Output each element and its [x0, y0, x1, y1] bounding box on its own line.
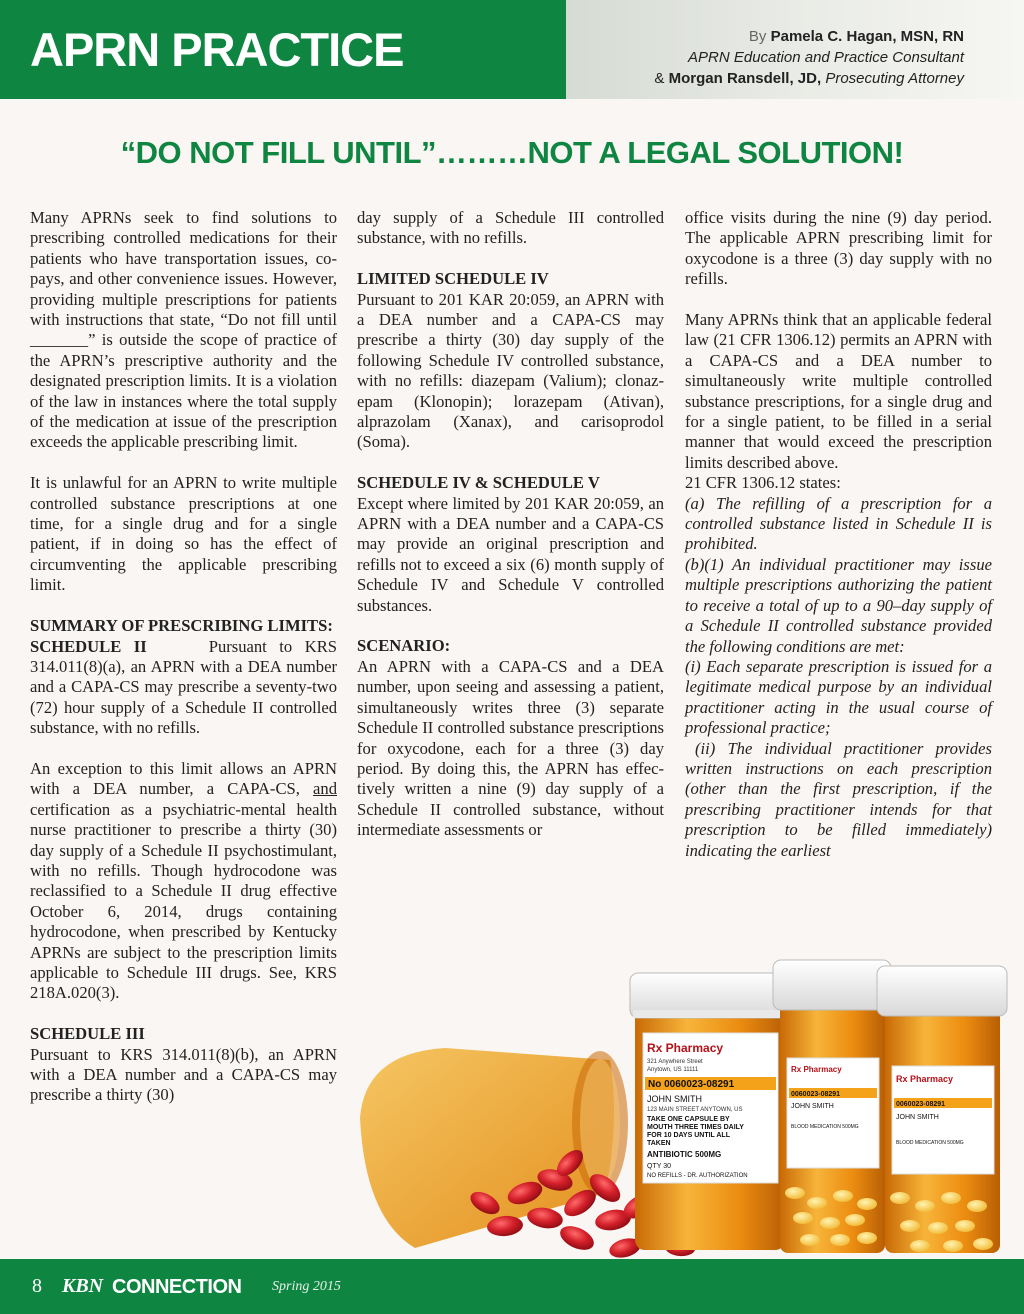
author-2-name: Morgan Ransdell, JD,	[668, 70, 822, 87]
exception-text-a: An exception to this limit allows an APRN with a DEA number, a CAPA-CS,	[30, 758, 337, 799]
byline-by: By	[748, 28, 767, 45]
section-title: APRN PRACTICE	[30, 23, 404, 76]
paragraph-exception	[30, 759, 337, 1004]
paragraph-scenario: An APRN with a CAPA-CS and a DEA number, upon seeing and assessing a patient, simultaneously writes three (3) separate Schedule II controlled substance prescriptions for oxycodone, each for a three (3) day period. By doing this, the APRN has effectively written a nine (9) day supply of a Schedule II controlled substance, without intermediate assessments or	[357, 656, 664, 840]
label-small-name-1: JOHN SMITH	[791, 1103, 834, 1110]
prescription-bottle-middle	[773, 960, 891, 1253]
label-small-rx-1: 0060023-08291	[791, 1091, 841, 1098]
quote-written-instructions: (ii) The individual practitioner provides written instructions on each prescription (other than the first prescription, if the prescribing practitioner intends for that prescription to be filled immediately) indicating the earliest	[685, 738, 992, 860]
prescription-bottle-large	[630, 973, 790, 1250]
label-address-1: 321 Anywhere Street	[647, 1059, 703, 1065]
paragraph-limited-schedule-4: Pursuant to 201 KAR 20:059, an APRN with a DEA number and a CAPA-CS may prescribe a thirty (30) day supply of the following Schedule IV controlled substance, with no refills: diazepam (Valium); clonazepam (Klonopin); lorazepam (Ativan), alprazolam (Xanax), and carisoprodol (Soma).	[357, 289, 664, 452]
label-instruction-4: TAKEN	[647, 1140, 671, 1147]
header-byline-panel	[566, 0, 1024, 99]
label-instruction-1: TAKE ONE CAPSULE BY	[647, 1116, 730, 1123]
quote-refilling: (a) The refilling of a prescription for a controlled substance listed in Schedule II is prohibited.	[685, 493, 992, 554]
author-1-name: Pamela C. Hagan, MSN, RN	[770, 28, 964, 45]
paragraph-schedule-3: Pursuant to KRS 314.011(8)(b), an APRN with a DEA number and a CAPA-CS may prescribe a thirty (30)	[30, 1044, 337, 1105]
exception-and-underlined: and	[313, 779, 337, 799]
label-instruction-3: FOR 10 DAYS UNTIL ALL	[647, 1132, 730, 1139]
label-address-2: Anytown, US 11111	[647, 1067, 699, 1073]
article-headline: “DO NOT FILL UNTIL”………NOT A LEGAL SOLUTION!	[120, 135, 904, 170]
label-refills: NO REFILLS - DR. AUTHORIZATION	[647, 1173, 748, 1179]
heading-summary: SUMMARY OF PRESCRIBING LIMITS:	[30, 616, 333, 636]
heading-limited-schedule-4: LIMITED SCHEDULE IV	[357, 269, 549, 289]
article-column-2	[357, 208, 664, 861]
label-small-pharmacy-1: Rx Pharmacy	[791, 1065, 842, 1074]
heading-schedule-3: SCHEDULE III	[30, 1024, 145, 1044]
article-column-3	[685, 208, 992, 861]
heading-schedule-4-5: SCHEDULE IV & SCHEDULE V	[357, 473, 600, 493]
exception-text-b: certification as a psychiatric-mental health nurse practitioner to prescribe a thirty (30) day supply of a Schedule II psychostimulant, with no refills. Though hydrocodone was reclassified to a Schedule II drug effective October 6, 2014, drugs containing hydrocodone, when prescribed by Kentucky APRNs are subject to the prescription limits applicable to Schedule III drugs. See, KRS 218A.020(3).	[30, 799, 337, 1003]
byline	[654, 26, 964, 89]
paragraph-schedule-4-5: Except where limited by 201 KAR 20:059, an APRN with a DEA number and a CAPA-CS may provide an original prescription and refills not to exceed a six (6) month supply of Schedule IV and Schedule V controlled substances.	[357, 493, 664, 615]
prescription-bottle-right	[877, 966, 1007, 1253]
quote-legitimate-purpose: (i) Each separate prescription is issued for a legitimate medical purpose by an individual practitioner acting in the usual course of professional practice;	[685, 656, 992, 738]
header-banner	[0, 0, 566, 99]
paragraph-unlawful: It is unlawful for an APRN to write multiple controlled substance prescriptions at one time, for a single drug and for a single patient, if in doing so has the effect of circumventing the applicable prescribing limit.	[30, 473, 337, 595]
heading-schedule-2: SCHEDULE II	[30, 636, 147, 656]
label-small-pharmacy-2: Rx Pharmacy	[896, 1074, 954, 1084]
page-number: 8	[32, 1275, 42, 1297]
issue-season: Spring 2015	[272, 1279, 341, 1294]
article-column-1	[30, 208, 337, 1126]
footer-connection-logo: CONNECTION	[112, 1276, 242, 1298]
label-rx-number: No 0060023-08291	[648, 1079, 735, 1090]
label-small-rx-2: 0060023-08291	[896, 1101, 946, 1108]
label-instruction-2: MOUTH THREE TIMES DAILY	[647, 1124, 744, 1131]
paragraph-intro: Many APRNs seek to find solutions to prescribing controlled medications for their patients who have transportation issues, co-pays, and other convenience issues. However, providing multiple prescriptions for patients with instructions that state, “Do not fill until _______” is outside the scope of practice of the APRN’s prescriptive authority and the designated prescription limits. It is a violation of the law in instances where the total supply of the medication at issue of the prescription exceeds the applicable prescribing limit.	[30, 208, 337, 452]
label-small-name-2: JOHN SMITH	[896, 1114, 939, 1121]
quote-multiple-prescriptions: (b)(1) An individual practitioner may issue multiple prescriptions authorizing the patient to receive a total of up to a 90–day supply of a Schedule II controlled substance provided the following conditions are met:	[685, 554, 992, 656]
label-pharmacy: Rx Pharmacy	[647, 1041, 724, 1055]
byline-ampersand: &	[654, 70, 665, 87]
label-drug: ANTIBIOTIC 500MG	[647, 1150, 722, 1159]
paragraph-federal-law: Many APRNs think that an applicable federal law (21 CFR 1306.12) permits an APRN with a CAPA-CS and a DEA number to simultaneously write multiple controlled substance prescriptions, for a single drug and for a single patient, to be filled in a serial manner that would exceed the prescription limits described above.	[685, 310, 992, 472]
paragraph-cfr-states: 21 CFR 1306.12 states:	[685, 473, 841, 493]
paragraph-scenario-cont: office visits during the nine (9) day period. The applicable APRN prescribing limit for oxycodone is a three (3) day supply with no refills.	[685, 208, 992, 289]
label-small-drug-2: BLOOD MEDICATION 500MG	[896, 1140, 964, 1146]
heading-scenario: SCENARIO:	[357, 636, 451, 656]
paragraph-schedule-2: Pursuant to KRS 314.011(8)(a), an APRN with a DEA number and a CAPA-CS may prescribe a seventy-two (72) hour supply of a Schedule II controlled substance, with no refills.	[30, 636, 337, 738]
footer-kbn-logo: KBN	[62, 1275, 104, 1297]
author-2-role: Prosecuting Attorney	[825, 70, 964, 87]
footer-bar	[0, 1259, 1024, 1314]
label-quantity: QTY 30	[647, 1163, 671, 1170]
label-patient-name: JOHN SMITH	[647, 1094, 702, 1104]
label-small-drug-1: BLOOD MEDICATION 500MG	[791, 1124, 859, 1130]
pill-bottles-photo	[355, 948, 1024, 1258]
author-1-role: APRN Education and Practice Consultant	[688, 49, 964, 66]
paragraph-schedule-3-cont: day supply of a Schedule III controlled substance, with no refills.	[357, 208, 664, 248]
tipped-bottle	[360, 1048, 628, 1248]
label-patient-street: 123 MAIN STREET ANYTOWN, US	[647, 1107, 743, 1113]
